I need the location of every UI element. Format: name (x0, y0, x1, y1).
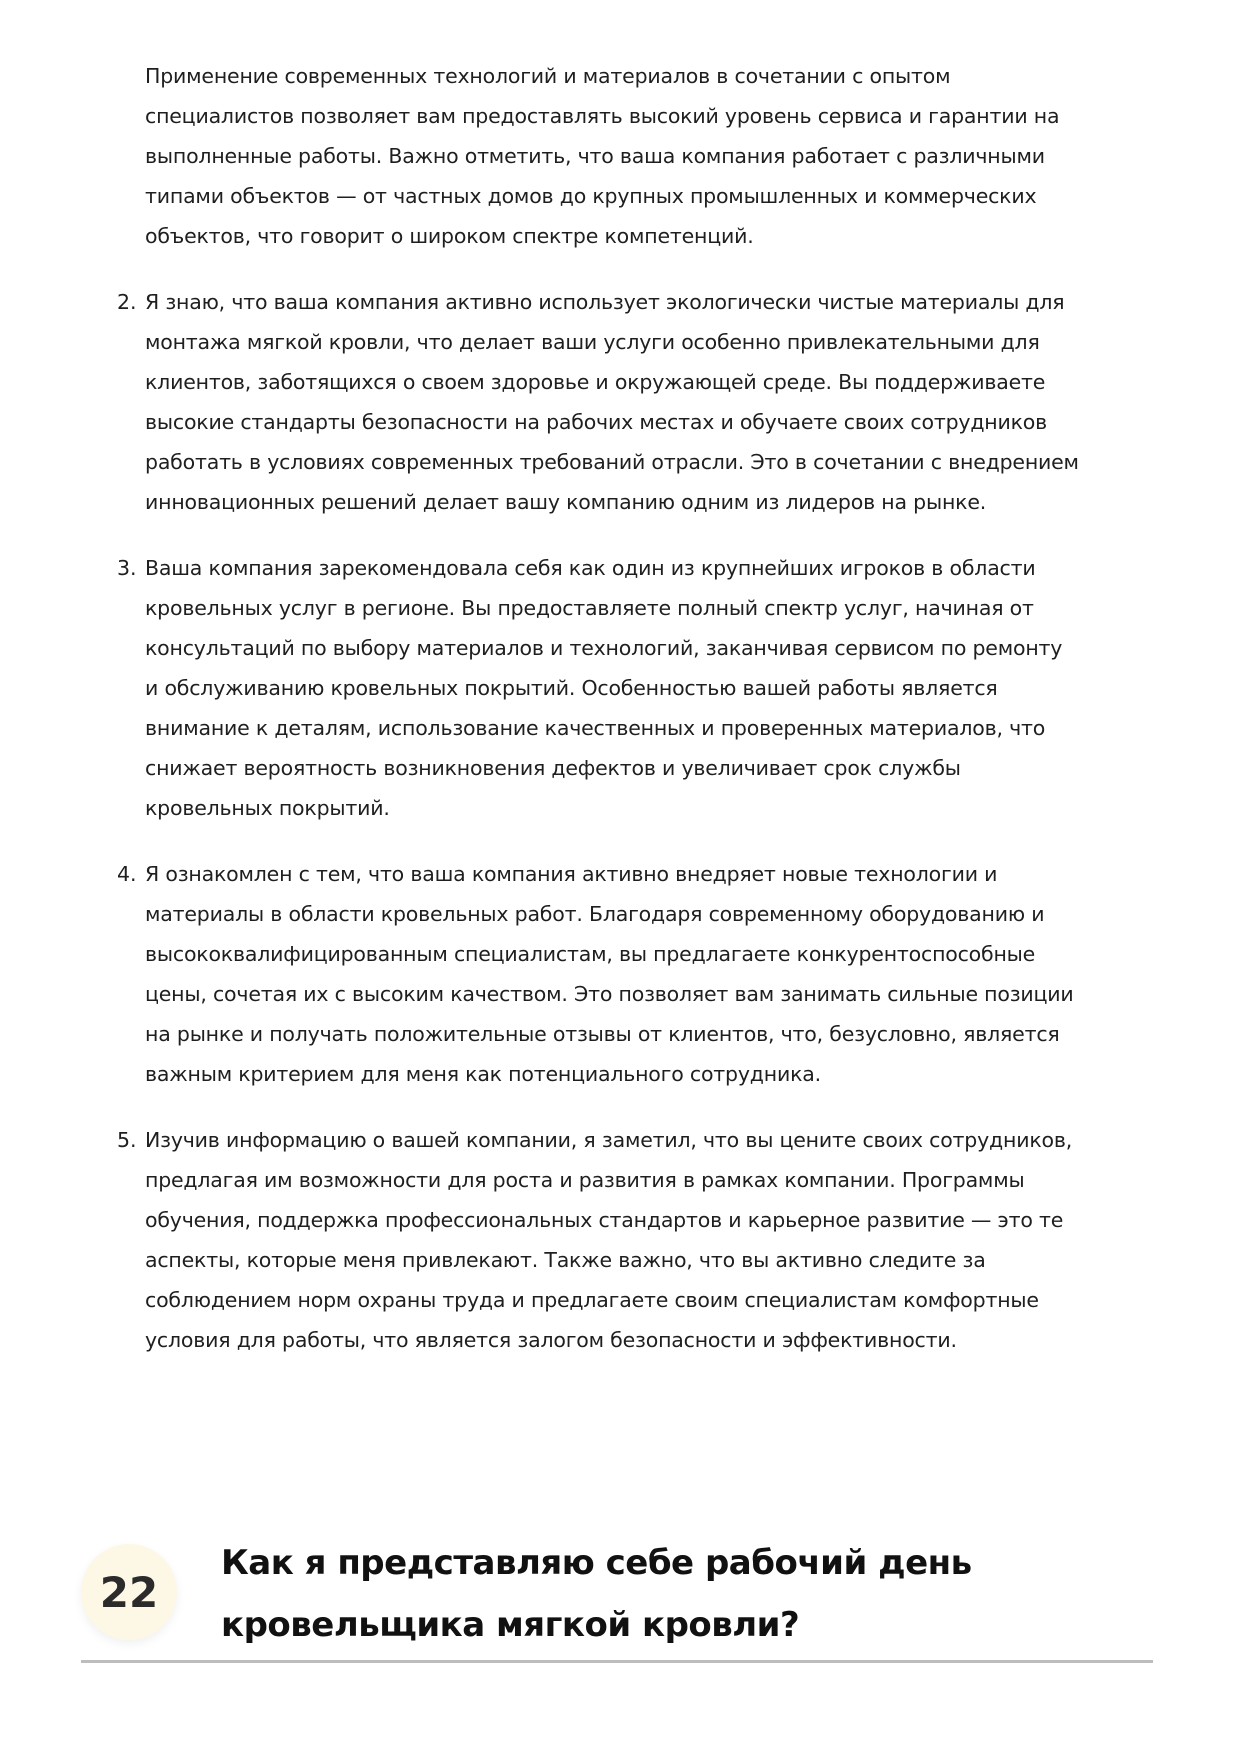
list-item-text-line: Применение современных технологий и материалов в сочетании с опытом (145, 64, 951, 88)
list-item-text-line: выполненные работы. Важно отметить, что ваша компания работает с различными (145, 144, 1045, 168)
list-item-text-line: Ваша компания зарекомендовала себя как один из крупнейших игроков в области (145, 556, 1036, 580)
list-item-text-line: высокие стандарты безопасности на рабочих местах и обучаете своих сотрудников (145, 410, 1048, 434)
list-item-text-line: высококвалифицированным специалистам, вы предлагаете конкурентоспособные (145, 942, 1036, 966)
list-item-text-line: снижает вероятность возникновения дефектов и увеличивает срок службы (145, 756, 961, 780)
list-item-text-line: консультаций по выбору материалов и технологий, заканчивая сервисом по ремонту (145, 636, 1063, 660)
list-item-text-line: и обслуживанию кровельных покрытий. Особенностью вашей работы является (145, 676, 998, 700)
list-item (117, 854, 1155, 1094)
list-item-text-line: аспекты, которые меня привлекают. Также важно, что вы активно следите за (145, 1248, 986, 1272)
list-item-number: 2. (117, 290, 137, 314)
list-item-text-line: материалы в области кровельных работ. Благодаря современному оборудованию и (145, 902, 1045, 926)
list-item-number: 4. (117, 862, 137, 886)
list-item-number: 3. (117, 556, 137, 580)
list-item-text-line: Я знаю, что ваша компания активно использует экологически чистые материалы для (145, 290, 1065, 314)
list-item-text-line: предлагая им возможности для роста и развития в рамках компании. Программы (145, 1168, 1025, 1192)
list-item-text-line: объектов, что говорит о широком спектре компетенций. (145, 224, 754, 248)
list-item-text-line: соблюдением норм охраны труда и предлагаете своим специалистам комфортные (145, 1288, 1039, 1312)
list-item-text-line: обучения, поддержка профессиональных стандартов и карьерное развитие — это те (145, 1208, 1064, 1232)
section-heading (81, 1532, 1153, 1663)
list-item-text-line: Я ознакомлен с тем, что ваша компания активно внедряет новые технологии и (145, 862, 998, 886)
list-item (117, 548, 1155, 828)
list-item (145, 56, 1155, 256)
answer-list (117, 56, 1155, 1386)
list-item-text-line: клиентов, заботящихся о своем здоровье и окружающей среде. Вы поддерживаете (145, 370, 1046, 394)
list-item-text-line: на рынке и получать положительные отзывы от клиентов, что, безусловно, является (145, 1022, 1060, 1046)
list-item (117, 282, 1155, 522)
list-item (117, 1120, 1155, 1360)
list-item-text-line: типами объектов — от частных домов до крупных промышленных и коммерческих (145, 184, 1037, 208)
list-item-text-line: работать в условиях современных требований отрасли. Это в сочетании с внедрением (145, 450, 1079, 474)
list-item-text-line: важным критерием для меня как потенциального сотрудника. (145, 1062, 821, 1086)
list-item-number: 5. (117, 1128, 137, 1152)
list-item-text-line: внимание к деталям, использование качественных и проверенных материалов, что (145, 716, 1046, 740)
list-item-text-line: монтажа мягкой кровли, что делает ваши услуги особенно привлекательными для (145, 330, 1040, 354)
list-item-text-line: специалистов позволяет вам предоставлять высокий уровень сервиса и гарантии на (145, 104, 1060, 128)
list-item-text-line: кровельных услуг в регионе. Вы предоставляете полный спектр услуг, начиная от (145, 596, 1034, 620)
list-item-text-line: цены, сочетая их с высоким качеством. Это позволяет вам занимать сильные позиции (145, 982, 1074, 1006)
list-item-text-line: инновационных решений делает вашу компанию одним из лидеров на рынке. (145, 490, 987, 514)
section-number-badge: 22 (81, 1544, 177, 1640)
section-title-line: кровельщика мягкой кровли? (221, 1605, 800, 1645)
list-item-text-line: кровельных покрытий. (145, 796, 390, 820)
section-title (221, 1532, 972, 1656)
section-title-line: Как я представляю себе рабочий день (221, 1543, 972, 1583)
list-item-text-line: условия для работы, что является залогом безопасности и эффективности. (145, 1328, 957, 1352)
list-item-text-line: Изучив информацию о вашей компании, я заметил, что вы цените своих сотрудников, (145, 1128, 1073, 1152)
